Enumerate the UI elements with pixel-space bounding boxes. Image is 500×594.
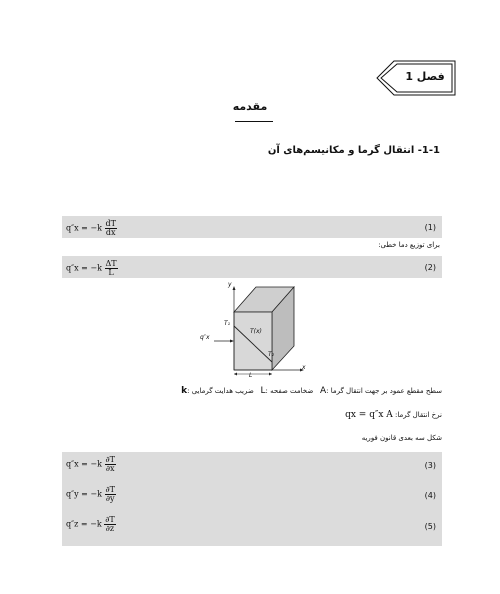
equation-formula-3 xyxy=(66,456,116,473)
legend-l-description: : ضخامت صفحه xyxy=(265,387,314,395)
figure-length-label: L xyxy=(249,372,253,379)
legend-l-symbol: L xyxy=(260,386,266,396)
equation-fraction xyxy=(105,456,116,473)
figure-x-label: x xyxy=(302,364,306,371)
chapter-label: فصل 1 xyxy=(405,70,445,83)
equation-lhs: q″x = −k xyxy=(66,223,102,233)
equation-fraction xyxy=(105,260,118,277)
equation-fraction xyxy=(104,516,115,533)
equation-lhs: q″x = −k xyxy=(66,263,102,273)
equation-lhs: q″y = −k xyxy=(66,489,102,499)
fraction-denominator: ∂x xyxy=(105,464,115,473)
legend-a-symbol: A xyxy=(319,386,327,396)
fraction-denominator: ∂z xyxy=(105,524,115,533)
fourier-3d-caption: شکل سه بعدی قانون فوریه xyxy=(361,434,442,442)
linear-distribution-note: برای توزیع دما خطی: xyxy=(378,241,440,249)
fraction-numerator: ∂T xyxy=(105,485,115,494)
equation-formula-2 xyxy=(66,260,118,277)
equation-lhs: q″z = −k xyxy=(66,519,102,529)
equation-number-1: (1) xyxy=(424,223,436,232)
equation-number-4: (4) xyxy=(424,491,436,500)
fraction-denominator: L xyxy=(108,268,114,277)
plane-wall-figure xyxy=(198,281,310,384)
chapter-tab xyxy=(376,60,456,96)
heat-rate-label: نرخ انتقال گرما: xyxy=(395,411,442,419)
legend-k-description: : ضریب هدایت گرمایی xyxy=(187,387,254,395)
figure-t2-label: T₂ xyxy=(268,351,275,358)
equation-number-5: (5) xyxy=(424,522,436,531)
fraction-numerator: ∂T xyxy=(105,455,115,464)
fraction-numerator: dT xyxy=(105,219,116,228)
section-heading: 1-1- انتقال گرما و مکانیسم‌های آن xyxy=(267,145,440,156)
equation-number-2: (2) xyxy=(424,263,436,272)
equation-fraction xyxy=(105,486,116,503)
fraction-denominator: dx xyxy=(105,228,116,237)
equation-fraction xyxy=(105,220,117,237)
heat-rate-line xyxy=(300,410,442,420)
equation-formula-1 xyxy=(66,220,117,237)
figure-flux-label: q″x xyxy=(200,334,210,341)
fraction-numerator: ΔT xyxy=(105,259,117,268)
legend-k-symbol: k xyxy=(181,386,188,396)
symbol-legend xyxy=(180,386,442,396)
equation-formula-5 xyxy=(66,516,116,533)
fraction-denominator: ∂y xyxy=(105,494,115,503)
heat-rate-formula: qx = q″x A xyxy=(345,410,393,420)
intro-title-underline xyxy=(235,121,273,122)
equation-formula-4 xyxy=(66,486,116,503)
fraction-numerator: ∂T xyxy=(105,515,115,524)
equation-lhs: q″x = −k xyxy=(66,459,102,469)
fourier-3d-equations-block xyxy=(62,452,442,546)
equation-band-1 xyxy=(62,216,442,238)
figure-curve-label: T(x) xyxy=(250,328,262,335)
intro-title: مقدمه xyxy=(232,100,268,113)
figure-t1-label: T₁ xyxy=(224,320,231,327)
legend-a-description: : سطح مقطع عمود بر جهت انتقال گرما xyxy=(326,387,442,395)
equation-number-3: (3) xyxy=(424,461,436,470)
figure-y-label: y xyxy=(228,281,232,288)
equation-band-2 xyxy=(62,256,442,278)
